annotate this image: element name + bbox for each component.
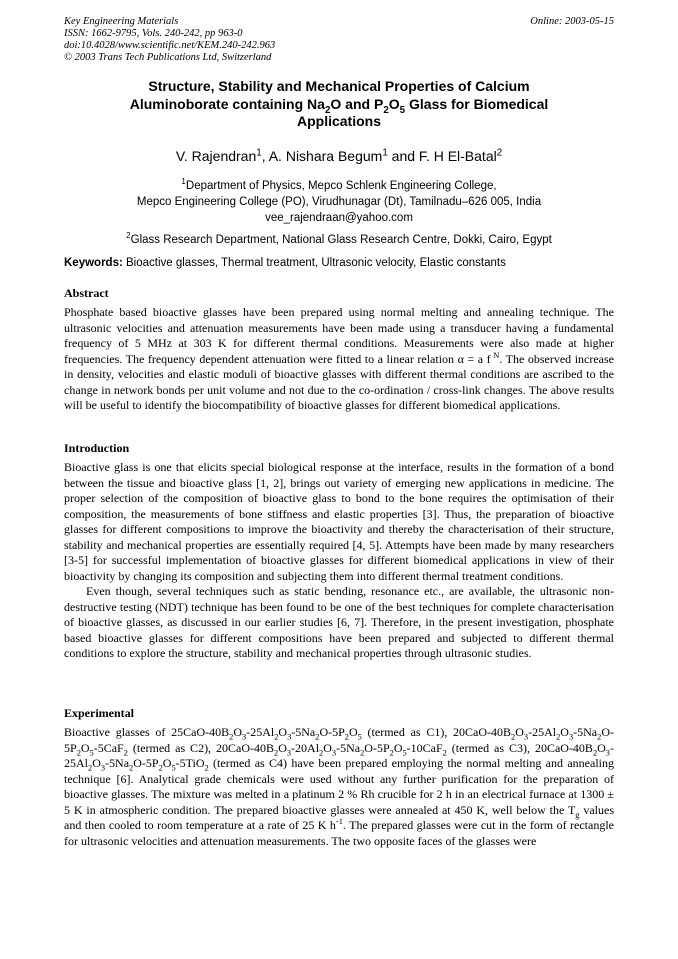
exp-sub: 3: [287, 732, 292, 742]
exp-text: O: [597, 740, 606, 755]
journal-copyright: © 2003 Trans Tech Publications Ltd, Switzerland: [64, 52, 272, 63]
author-name: , A. Nishara Begum: [261, 148, 383, 164]
exp-sub: 3: [605, 747, 610, 757]
exp-text: O: [278, 725, 288, 739]
introduction-text: [64, 460, 614, 662]
exp-text: (termed as C1), 20CaO-40B: [361, 725, 512, 739]
affiliation-2: [64, 232, 614, 248]
exp-sub: 2: [129, 763, 134, 773]
exp-text: (termed as C3), 20CaO-40B: [446, 740, 593, 755]
journal-doi: doi:10.4028/www.scientific.net/KEM.240-242.963: [64, 40, 276, 51]
author-affil-mark: 1: [256, 147, 262, 159]
author-affil-mark: 2: [496, 147, 503, 159]
exp-text: O: [233, 725, 243, 739]
author-name: V. Rajendran: [175, 148, 257, 164]
journal-name: Key Engineering Materials: [64, 16, 179, 27]
exp-sub: g: [575, 809, 580, 819]
exp-text: -5TiO: [175, 756, 205, 770]
exp-text: . The prepared glasses were cut in the form of rectangle for ultrasonic velocities and attenuation measurements. The two opposite faces of the glasses were: [64, 818, 614, 848]
exp-text: Bioactive glasses of 25CaO-40B: [64, 725, 230, 739]
title-sub: 2: [324, 104, 331, 116]
exp-text: -25Al: [64, 740, 614, 770]
exp-text: O: [323, 740, 332, 755]
abstract-part: Phosphate based bioactive glasses have been prepared using normal melting and annealing technique. The ultrasonic velocities and attenuation measurements have been made using a transducer having a fundamental frequency of 5 MHz at 303 K for different thermal conditions. Measurements were also made at higher frequencies. The frequency dependent attenuation were fitted to a linear relation α = a f: [64, 305, 614, 366]
journal-issn: ISSN: 1662-9795, Vols. 240-242, pp 963-0: [64, 28, 243, 39]
exp-sub: 2: [315, 732, 320, 742]
exp-sub: 2: [229, 732, 234, 742]
title-sub: 2: [383, 104, 389, 116]
exp-text: O-5P: [364, 740, 390, 755]
exp-sub: 3: [242, 732, 247, 742]
exp-text: (termed as C4) have been prepared employing the normal melting and annealing technique [6]. Analytical grade chemicals were used without any further purification for the preparation of bioactive glasses. The mixture was melted in a platinum 2 % Rh crucible for 2 h in an electrical furnace at 1300 ± 5 K in atmospheric condition. The prepared bioactive glasses were annealed at 450 K, well below the T: [64, 756, 614, 817]
keywords-label: Keywords:: [64, 257, 123, 269]
exp-sub: 2: [511, 732, 516, 742]
exp-sub: 2: [389, 747, 394, 757]
abstract-text: [64, 305, 614, 414]
journal-info: [64, 16, 275, 64]
keywords: [64, 256, 614, 271]
exp-sup: -1: [335, 817, 343, 826]
exp-sub: 2: [274, 732, 279, 742]
title-text: Glass for Biomedical: [405, 95, 549, 112]
exp-text: O: [278, 740, 287, 755]
exp-sub: 5: [171, 763, 176, 773]
exp-sub: 2: [204, 763, 209, 773]
affiliation-1-line-1: [64, 178, 614, 194]
intro-paragraph-1: Bioactive glass is one that elicits special biological response at the interface, results in the formation of a bond between the tissue and bioactive glass [1, 2], brings out variety of emerging new applications in medicine. The proper selection of the composition of bioactive glass to bond to the bone requires the optimisation of their composition, the measurements of bone stiffness and elastic properties [3]. Thus, the preparation of bioactive glasses for different compositions to improve the bioactivity and thereby the characterisation of their structure, stability and mechanical properties are essentially required [4, 5]. Attempts have been made by many researchers [3-5] for successful implementation of bioactive glasses for different biomedical applications in view of their bioactivity by changing its composition and subjecting them into different thermal treatment conditions.: [64, 460, 614, 583]
exp-sub: 2: [360, 747, 365, 757]
exp-sub: 2: [442, 747, 447, 757]
exp-text: -25Al: [246, 725, 275, 739]
intro-paragraph-2: Even though, several techniques such as static bending, resonance etc., are available, the ultrasonic non-destructive testing (NDT) technique has been found to be one of the best techniques for complete characterisation of bioactive glasses, as discussed in our earlier studies [6, 7]. Therefore, in the present investigation, phosphate based bioactive glasses for different compositions have been prepared and subjected to different thermal conditions to explore the structure, stability and mechanical properties through ultrasonic studies.: [64, 584, 614, 660]
exp-text: O: [560, 725, 569, 739]
experimental-text: [64, 725, 614, 849]
exp-sub: 3: [100, 763, 106, 773]
exp-sub: 2: [76, 747, 81, 757]
exp-sub: 2: [592, 747, 598, 757]
title-line-3: Applications: [296, 113, 381, 129]
keywords-text: Bioactive glasses, Thermal treatment, Ultrasonic velocity, Elastic constants: [122, 257, 506, 269]
exp-sub: 5: [357, 732, 362, 742]
author-affil-mark: 1: [382, 147, 388, 159]
exp-text: -5Na: [336, 740, 361, 755]
exp-sub: 3: [523, 732, 529, 742]
exp-text: -5Na: [573, 725, 598, 739]
exp-sub: 3: [331, 747, 337, 757]
exp-sub: 3: [568, 732, 574, 742]
affiliation-1: [64, 178, 614, 226]
exp-sub: 2: [88, 763, 93, 773]
paper-title: [64, 78, 614, 131]
exp-text: (termed as C2), 20CaO-40B: [127, 740, 274, 755]
exp-text: -25Al: [528, 725, 557, 739]
exp-sub: 2: [158, 763, 163, 773]
section-heading-abstract: Abstract: [64, 286, 109, 300]
affiliation-1-line-2: Mepco Engineering College (PO), Virudhunagar (Dt), Tamilnadu–626 005, India: [136, 196, 542, 208]
author-name: and F. H El-Batal: [387, 148, 497, 164]
section-heading-introduction: Introduction: [64, 441, 130, 455]
abstract-part: . The observed increase in density, velocities and elastic moduli of bioactive glasses with different thermal conditions are ascribed to the change in network bonds per unit volume and not due to the co-ordination / cross-link changes. The above results will be useful to identify the biocompatibility of bioactive glasses for different biomedical applications.: [64, 351, 614, 412]
exp-sub: 2: [319, 747, 324, 757]
exp-text: -10CaF: [406, 740, 443, 755]
exp-sub: 2: [344, 732, 349, 742]
exp-text: -20Al: [291, 740, 320, 755]
author-list: [64, 148, 614, 165]
exp-text: O: [393, 740, 403, 755]
exp-text: O: [515, 725, 524, 739]
exp-sub: 2: [556, 732, 561, 742]
exp-text: -5Na: [291, 725, 316, 739]
exp-text: -5CaF: [93, 740, 124, 755]
exp-text: O-5P: [133, 756, 159, 770]
exp-text: O: [80, 740, 90, 755]
exp-text: O: [92, 756, 101, 770]
exp-sub: 5: [89, 747, 94, 757]
title-text: O: [388, 95, 400, 112]
affil-mark: 2: [126, 231, 131, 241]
affil-text: Department of Physics, Mepco Schlenk Engineering College,: [185, 180, 497, 192]
exp-text: O-5P: [319, 725, 345, 739]
affil-mark: 1: [181, 177, 186, 187]
exp-sub: 3: [286, 747, 292, 757]
exp-sub: 2: [274, 747, 279, 757]
title-sub: 5: [399, 104, 406, 116]
section-heading-experimental: Experimental: [64, 706, 134, 720]
author-email[interactable]: vee_rajendraan@yahoo.com: [265, 212, 413, 224]
exp-sub: 2: [123, 747, 128, 757]
exp-text: values and then cooled to room temperature at a rate of 25 K h: [64, 802, 614, 832]
title-line-2: [64, 96, 614, 114]
exp-text: O: [162, 756, 172, 770]
exp-sub: 2: [597, 732, 602, 742]
exp-text: O-5P: [64, 725, 614, 755]
title-text: O and P: [330, 95, 384, 112]
exp-text: -5Na: [105, 756, 130, 770]
title-text: Aluminoborate containing Na: [129, 95, 325, 112]
title-line-1: Structure, Stability and Mechanical Properties of Calcium: [148, 78, 530, 94]
abstract-sup: N: [490, 350, 500, 360]
exp-text: O: [348, 725, 358, 739]
exp-sub: 5: [402, 747, 407, 757]
affil-text: Glass Research Department, National Glass Research Centre, Dokki, Cairo, Egypt: [130, 234, 552, 246]
online-date: Online: 2003-05-15: [530, 16, 614, 27]
